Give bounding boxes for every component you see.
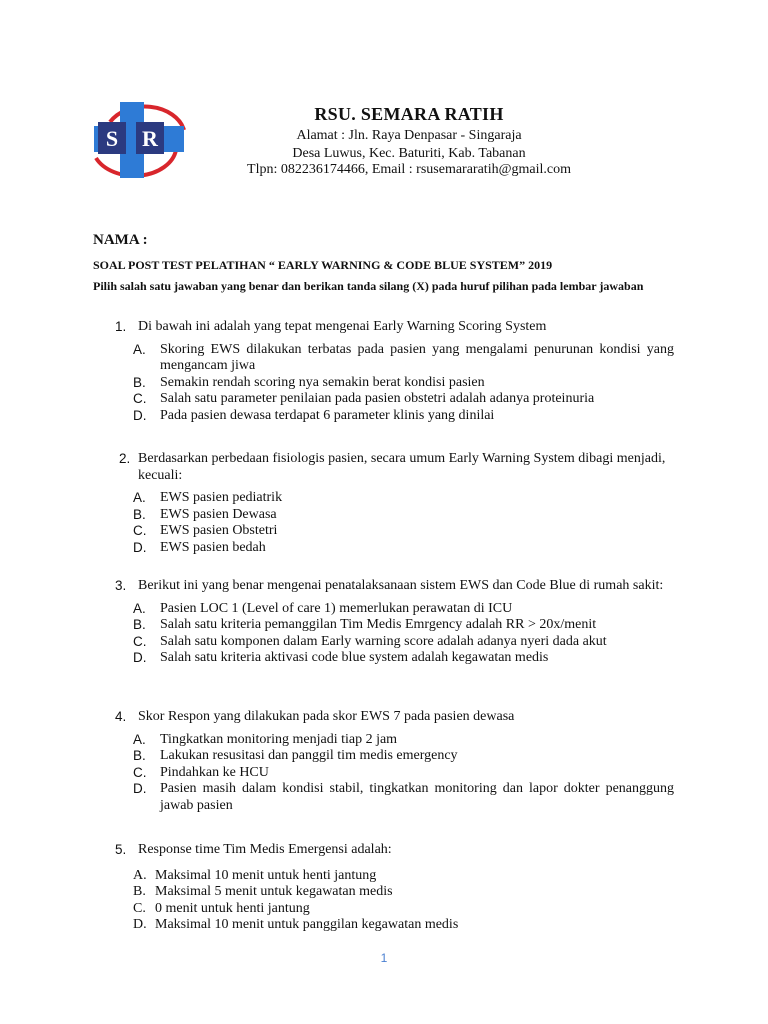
- hospital-name: RSU. SEMARA RATIH: [314, 104, 504, 124]
- option-c: [93, 765, 674, 782]
- option-letter: A.: [133, 600, 146, 616]
- option-text: Pasien LOC 1 (Level of care 1) memerlukan perawatan di ICU: [160, 600, 513, 616]
- option-list: [93, 342, 674, 425]
- option-text: Lakukan resusitasi dan panggil tim medis emergency: [160, 748, 458, 763]
- option-letter: A.: [133, 867, 147, 883]
- option-c: [93, 523, 674, 540]
- option-letter: B.: [133, 884, 146, 899]
- option-letter: B.: [133, 617, 146, 632]
- question-number: 5.: [115, 842, 127, 857]
- option-text: Pindahkan ke HCU: [160, 764, 269, 780]
- option-d: [93, 781, 674, 814]
- option-text: Maksimal 10 menit untuk henti jantung: [155, 867, 377, 883]
- question-text: Berikut ini yang benar mengenai penatalaksanaan sistem EWS dan Code Blue di rumah sakit:: [138, 578, 664, 593]
- option-text: EWS pasien Dewasa: [160, 506, 277, 522]
- question-2: [93, 451, 674, 556]
- question-3: [93, 578, 674, 667]
- question-text: Berdasarkan perbedaan fisiologis pasien, secara umum Early Warning System dibagi menjadi, kecuali:: [138, 451, 666, 483]
- question-text: Di bawah ini adalah yang tepat mengenai Early Warning Scoring System: [138, 319, 547, 334]
- option-letter: B.: [133, 506, 146, 522]
- option-d: [93, 650, 674, 667]
- question-number: 3.: [115, 578, 127, 593]
- option-b: [93, 617, 674, 634]
- option-b: [93, 507, 674, 524]
- option-letter: D.: [133, 917, 147, 932]
- question-text: Response time Tim Medis Emergensi adalah:: [138, 842, 392, 857]
- option-letter: C.: [133, 523, 147, 538]
- option-b: [93, 375, 674, 392]
- option-text: Semakin rendah scoring nya semakin berat kondisi pasien: [160, 374, 485, 390]
- svg-text:R: R: [142, 126, 158, 151]
- test-title: SOAL POST TEST PELATIHAN “ EARLY WARNING & CODE BLUE SYSTEM” 2019: [93, 258, 553, 272]
- question-1: [93, 319, 674, 424]
- question-text: Skor Respon yang dilakukan pada skor EWS 7 pada pasien dewasa: [138, 709, 515, 724]
- option-text: EWS pasien pediatrik: [160, 490, 283, 505]
- option-text: Pada pasien dewasa terdapat 6 parameter klinis yang dinilai: [160, 407, 495, 423]
- option-text: Skoring EWS dilakukan terbatas pada pasien yang mengalami penurunan kondisi yang mengancam jiwa: [160, 341, 674, 373]
- option-b: [93, 884, 674, 901]
- option-text: Maksimal 5 menit untuk kegawatan medis: [155, 884, 393, 899]
- option-list: [93, 601, 674, 667]
- option-d: [93, 540, 674, 557]
- option-letter: D.: [133, 407, 147, 423]
- option-letter: A.: [133, 490, 146, 505]
- option-letter: A.: [133, 731, 146, 747]
- option-text: Maksimal 10 menit untuk panggilan kegawatan medis: [155, 917, 459, 932]
- option-a: [93, 490, 674, 507]
- question-4: [93, 709, 674, 814]
- option-a: [93, 868, 674, 885]
- option-text: Salah satu komponen dalam Early warning score adalah adanya nyeri dada akut: [160, 633, 607, 649]
- name-label: NAMA :: [93, 232, 148, 248]
- option-b: [93, 748, 674, 765]
- option-list: [93, 868, 674, 934]
- instruction-text: Pilih salah satu jawaban yang benar dan berikan tanda silang (X) pada huruf pilihan pada lembar jawaban: [93, 279, 644, 293]
- option-text: Salah satu kriteria aktivasi code blue system adalah kegawatan medis: [160, 650, 549, 665]
- option-c: [93, 634, 674, 651]
- page-number: 1: [380, 951, 388, 965]
- option-letter: A.: [133, 341, 146, 357]
- contact-line: Tlpn: 082236174466, Email : rsusemararatih@gmail.com: [247, 162, 571, 177]
- address-line-1: Alamat : Jln. Raya Denpasar - Singaraja: [296, 128, 522, 143]
- option-text: 0 menit untuk henti jantung: [155, 900, 310, 916]
- question-5: [93, 842, 674, 934]
- option-list: [93, 490, 674, 556]
- option-list: [93, 732, 674, 815]
- option-d: [93, 917, 674, 934]
- option-text: EWS pasien Obstetri: [160, 523, 278, 538]
- question-number: 4.: [115, 709, 127, 724]
- option-letter: C.: [133, 900, 146, 916]
- svg-text:S: S: [105, 126, 119, 151]
- option-letter: D.: [133, 781, 147, 796]
- option-d: [93, 408, 674, 425]
- option-text: Salah satu parameter penilaian pada pasien obstetri adalah adanya proteinuria: [160, 391, 595, 406]
- option-a: [93, 601, 674, 618]
- option-letter: C.: [133, 391, 147, 406]
- option-text: Salah satu kriteria pemanggilan Tim Medis Emrgency adalah RR > 20x/menit: [160, 617, 597, 632]
- option-letter: B.: [133, 374, 146, 390]
- option-letter: D.: [133, 650, 147, 665]
- option-letter: D.: [133, 539, 147, 555]
- option-text: Pasien masih dalam kondisi stabil, tingkatkan monitoring dan lapor dokter penanggung jawab pasien: [160, 781, 674, 813]
- option-letter: C.: [133, 633, 147, 649]
- option-a: [93, 342, 674, 375]
- address-line-2: Desa Luwus, Kec. Baturiti, Kab. Tabanan: [292, 146, 526, 161]
- option-letter: C.: [133, 764, 147, 780]
- option-letter: B.: [133, 748, 146, 763]
- option-text: EWS pasien bedah: [160, 539, 266, 555]
- question-number: 1.: [115, 319, 127, 334]
- option-c: [93, 391, 674, 408]
- option-a: [93, 732, 674, 749]
- option-c: [93, 901, 674, 918]
- option-text: Tingkatkan monitoring menjadi tiap 2 jam: [160, 731, 398, 747]
- question-number: 2.: [119, 451, 131, 466]
